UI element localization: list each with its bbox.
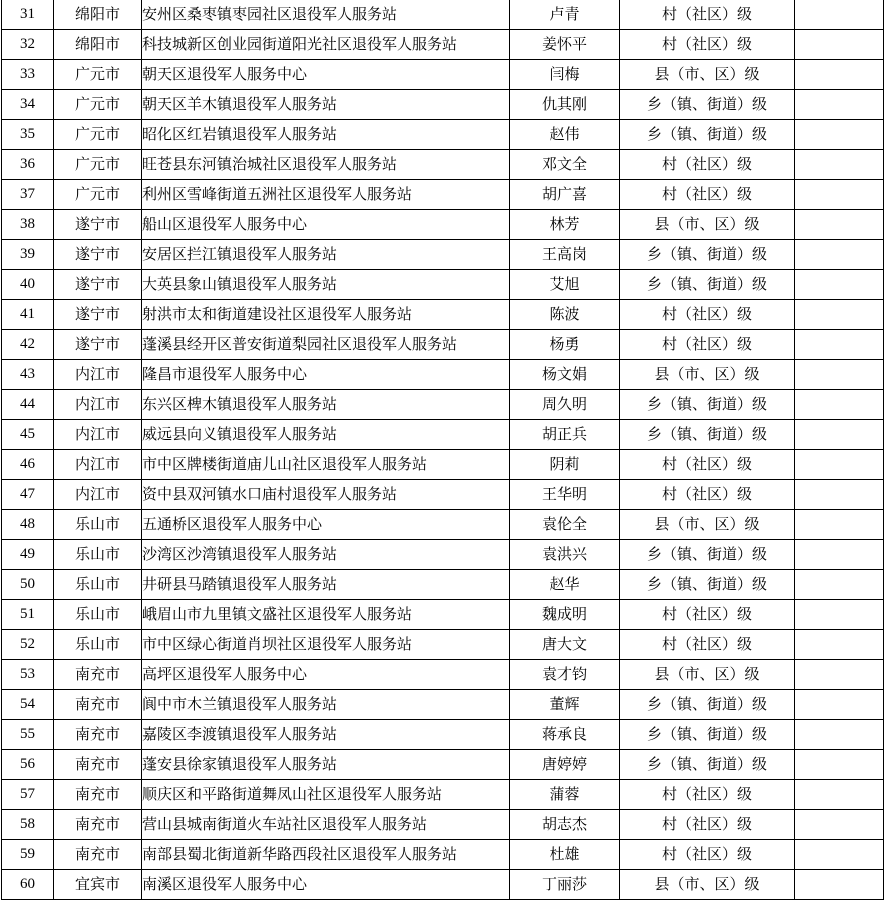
row-number: 56 [2,750,54,780]
level-cell: 村（社区）级 [620,150,795,180]
table-row [2,210,884,240]
city-cell: 南充市 [54,660,142,690]
unit-cell: 蓬安县徐家镇退役军人服务站 [142,750,510,780]
note-cell [795,0,884,30]
table-row [2,30,884,60]
table-row [2,360,884,390]
person-name-cell: 袁伦全 [510,510,620,540]
table-row [2,150,884,180]
person-name-cell: 唐婷婷 [510,750,620,780]
note-cell [795,480,884,510]
level-cell: 乡（镇、街道）级 [620,390,795,420]
row-number: 31 [2,0,54,30]
unit-cell: 隆昌市退役军人服务中心 [142,360,510,390]
person-name-cell: 卢青 [510,0,620,30]
level-cell: 乡（镇、街道）级 [620,540,795,570]
table-row [2,870,884,900]
note-cell [795,750,884,780]
unit-cell: 峨眉山市九里镇文盛社区退役军人服务站 [142,600,510,630]
row-number: 55 [2,720,54,750]
unit-cell: 南部县蜀北街道新华路西段社区退役军人服务站 [142,840,510,870]
note-cell [795,450,884,480]
person-name-cell: 姜怀平 [510,30,620,60]
note-cell [795,180,884,210]
unit-cell: 射洪市太和街道建设社区退役军人服务站 [142,300,510,330]
city-cell: 南充市 [54,720,142,750]
level-cell: 乡（镇、街道）级 [620,690,795,720]
table-row [2,750,884,780]
level-cell: 村（社区）级 [620,300,795,330]
row-number: 45 [2,420,54,450]
note-cell [795,360,884,390]
unit-cell: 朝天区羊木镇退役军人服务站 [142,90,510,120]
level-cell: 县（市、区）级 [620,60,795,90]
note-cell [795,570,884,600]
unit-cell: 资中县双河镇水口庙村退役军人服务站 [142,480,510,510]
row-number: 39 [2,240,54,270]
person-name-cell: 陈波 [510,300,620,330]
city-cell: 乐山市 [54,540,142,570]
table-row [2,330,884,360]
table-row [2,480,884,510]
table-row [2,240,884,270]
note-cell [795,810,884,840]
person-name-cell: 林芳 [510,210,620,240]
unit-cell: 大英县象山镇退役军人服务站 [142,270,510,300]
note-cell [795,150,884,180]
row-number: 58 [2,810,54,840]
unit-cell: 高坪区退役军人服务中心 [142,660,510,690]
row-number: 48 [2,510,54,540]
person-name-cell: 杜雄 [510,840,620,870]
table-row [2,690,884,720]
level-cell: 乡（镇、街道）级 [620,570,795,600]
table-row [2,780,884,810]
row-number: 54 [2,690,54,720]
city-cell: 广元市 [54,180,142,210]
city-cell: 乐山市 [54,570,142,600]
city-cell: 内江市 [54,450,142,480]
city-cell: 南充市 [54,780,142,810]
table-row [2,300,884,330]
city-cell: 南充市 [54,840,142,870]
note-cell [795,630,884,660]
unit-cell: 安州区桑枣镇枣园社区退役军人服务站 [142,0,510,30]
unit-cell: 五通桥区退役军人服务中心 [142,510,510,540]
unit-cell: 利州区雪峰街道五洲社区退役军人服务站 [142,180,510,210]
note-cell [795,720,884,750]
note-cell [795,780,884,810]
unit-cell: 阆中市木兰镇退役军人服务站 [142,690,510,720]
note-cell [795,390,884,420]
table-row [2,420,884,450]
row-number: 36 [2,150,54,180]
person-name-cell: 赵华 [510,570,620,600]
level-cell: 乡（镇、街道）级 [620,90,795,120]
unit-cell: 井研县马踏镇退役军人服务站 [142,570,510,600]
city-cell: 宜宾市 [54,870,142,900]
city-cell: 广元市 [54,60,142,90]
person-name-cell: 周久明 [510,390,620,420]
person-name-cell: 艾旭 [510,270,620,300]
city-cell: 广元市 [54,150,142,180]
note-cell [795,510,884,540]
person-name-cell: 阴莉 [510,450,620,480]
row-number: 52 [2,630,54,660]
level-cell: 村（社区）级 [620,780,795,810]
unit-cell: 威远县向义镇退役军人服务站 [142,420,510,450]
unit-cell: 东兴区椑木镇退役军人服务站 [142,390,510,420]
table-row [2,0,884,30]
person-name-cell: 蒲蓉 [510,780,620,810]
row-number: 49 [2,540,54,570]
note-cell [795,660,884,690]
person-name-cell: 闫梅 [510,60,620,90]
row-number: 43 [2,360,54,390]
unit-cell: 科技城新区创业园街道阳光社区退役军人服务站 [142,30,510,60]
level-cell: 县（市、区）级 [620,510,795,540]
row-number: 35 [2,120,54,150]
city-cell: 遂宁市 [54,300,142,330]
row-number: 57 [2,780,54,810]
level-cell: 村（社区）级 [620,0,795,30]
city-cell: 遂宁市 [54,240,142,270]
level-cell: 村（社区）级 [620,480,795,510]
city-cell: 南充市 [54,810,142,840]
table-row [2,510,884,540]
city-cell: 遂宁市 [54,330,142,360]
person-name-cell: 蒋承良 [510,720,620,750]
person-name-cell: 胡正兵 [510,420,620,450]
note-cell [795,120,884,150]
city-cell: 南充市 [54,690,142,720]
person-name-cell: 袁洪兴 [510,540,620,570]
person-name-cell: 杨勇 [510,330,620,360]
person-name-cell: 魏成明 [510,600,620,630]
unit-cell: 安居区拦江镇退役军人服务站 [142,240,510,270]
row-number: 59 [2,840,54,870]
level-cell: 村（社区）级 [620,810,795,840]
city-cell: 南充市 [54,750,142,780]
table-row [2,270,884,300]
person-name-cell: 仇其刚 [510,90,620,120]
note-cell [795,30,884,60]
person-name-cell: 胡广喜 [510,180,620,210]
level-cell: 村（社区）级 [620,330,795,360]
row-number: 40 [2,270,54,300]
row-number: 50 [2,570,54,600]
note-cell [795,210,884,240]
unit-cell: 市中区绿心街道肖坝社区退役军人服务站 [142,630,510,660]
level-cell: 村（社区）级 [620,180,795,210]
table-row [2,840,884,870]
city-cell: 绵阳市 [54,0,142,30]
table-row [2,60,884,90]
unit-cell: 营山县城南街道火车站社区退役军人服务站 [142,810,510,840]
note-cell [795,330,884,360]
unit-cell: 朝天区退役军人服务中心 [142,60,510,90]
table-row [2,720,884,750]
city-cell: 内江市 [54,480,142,510]
row-number: 51 [2,600,54,630]
table-row [2,120,884,150]
level-cell: 县（市、区）级 [620,210,795,240]
table-row [2,540,884,570]
note-cell [795,690,884,720]
table-row [2,90,884,120]
person-name-cell: 邓文全 [510,150,620,180]
unit-cell: 沙湾区沙湾镇退役军人服务站 [142,540,510,570]
row-number: 33 [2,60,54,90]
unit-cell: 旺苍县东河镇治城社区退役军人服务站 [142,150,510,180]
row-number: 41 [2,300,54,330]
unit-cell: 蓬溪县经开区普安街道梨园社区退役军人服务站 [142,330,510,360]
city-cell: 广元市 [54,90,142,120]
city-cell: 乐山市 [54,600,142,630]
person-name-cell: 唐大文 [510,630,620,660]
person-name-cell: 袁才钧 [510,660,620,690]
person-name-cell: 胡志杰 [510,810,620,840]
note-cell [795,420,884,450]
city-cell: 广元市 [54,120,142,150]
roster-body [2,0,884,900]
level-cell: 村（社区）级 [620,840,795,870]
unit-cell: 嘉陵区李渡镇退役军人服务站 [142,720,510,750]
level-cell: 乡（镇、街道）级 [620,420,795,450]
note-cell [795,60,884,90]
table-row [2,600,884,630]
unit-cell: 顺庆区和平路街道舞凤山社区退役军人服务站 [142,780,510,810]
level-cell: 村（社区）级 [620,600,795,630]
level-cell: 乡（镇、街道）级 [620,750,795,780]
level-cell: 乡（镇、街道）级 [620,240,795,270]
level-cell: 村（社区）级 [620,630,795,660]
level-cell: 县（市、区）级 [620,870,795,900]
unit-cell: 船山区退役军人服务中心 [142,210,510,240]
level-cell: 县（市、区）级 [620,360,795,390]
unit-cell: 市中区牌楼街道庙儿山社区退役军人服务站 [142,450,510,480]
note-cell [795,300,884,330]
person-name-cell: 王华明 [510,480,620,510]
note-cell [795,870,884,900]
person-name-cell: 丁丽莎 [510,870,620,900]
level-cell: 乡（镇、街道）级 [620,120,795,150]
city-cell: 内江市 [54,360,142,390]
city-cell: 内江市 [54,390,142,420]
row-number: 37 [2,180,54,210]
table-row [2,390,884,420]
city-cell: 内江市 [54,420,142,450]
note-cell [795,270,884,300]
person-name-cell: 赵伟 [510,120,620,150]
note-cell [795,90,884,120]
unit-cell: 南溪区退役军人服务中心 [142,870,510,900]
level-cell: 村（社区）级 [620,450,795,480]
row-number: 44 [2,390,54,420]
row-number: 60 [2,870,54,900]
unit-cell: 昭化区红岩镇退役军人服务站 [142,120,510,150]
city-cell: 乐山市 [54,630,142,660]
note-cell [795,840,884,870]
level-cell: 乡（镇、街道）级 [620,270,795,300]
table-row [2,630,884,660]
city-cell: 遂宁市 [54,270,142,300]
person-name-cell: 董辉 [510,690,620,720]
roster-table [1,0,884,900]
city-cell: 绵阳市 [54,30,142,60]
table-row [2,810,884,840]
table-row [2,450,884,480]
person-name-cell: 杨文娟 [510,360,620,390]
row-number: 34 [2,90,54,120]
table-row [2,660,884,690]
note-cell [795,540,884,570]
row-number: 32 [2,30,54,60]
row-number: 53 [2,660,54,690]
note-cell [795,600,884,630]
level-cell: 村（社区）级 [620,30,795,60]
table-row [2,570,884,600]
row-number: 38 [2,210,54,240]
level-cell: 县（市、区）级 [620,660,795,690]
city-cell: 乐山市 [54,510,142,540]
note-cell [795,240,884,270]
level-cell: 乡（镇、街道）级 [620,720,795,750]
table-row [2,180,884,210]
city-cell: 遂宁市 [54,210,142,240]
row-number: 47 [2,480,54,510]
row-number: 42 [2,330,54,360]
person-name-cell: 王高岗 [510,240,620,270]
row-number: 46 [2,450,54,480]
